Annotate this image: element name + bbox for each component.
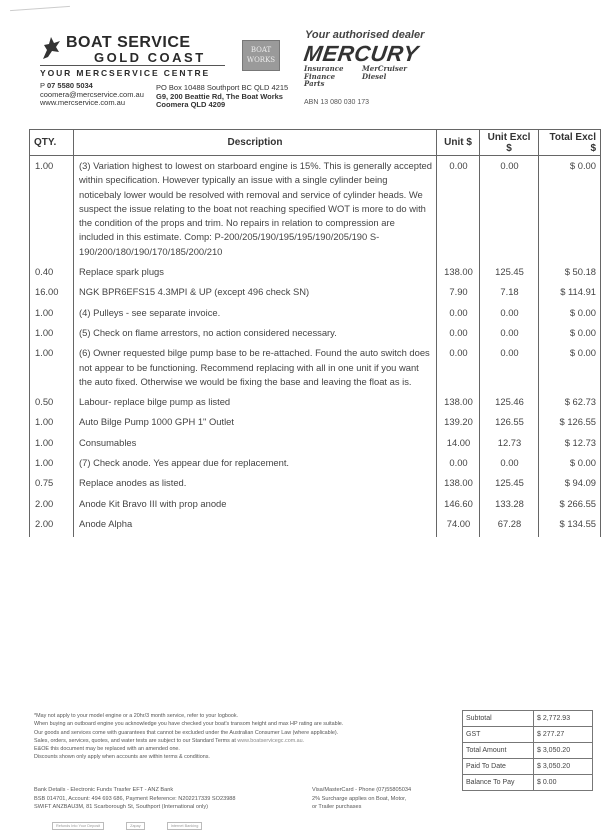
column-header-unit: Unit $ bbox=[437, 130, 480, 156]
table-row bbox=[30, 262, 601, 282]
unit-excl-cell: 0.00 bbox=[480, 323, 539, 343]
unit-excl-cell: 125.46 bbox=[480, 392, 539, 412]
total-excl-cell: $ 0.00 bbox=[539, 303, 601, 323]
logo-divider bbox=[40, 65, 225, 66]
terms-link[interactable]: www.boatservicegc.com.au. bbox=[237, 737, 305, 744]
payment-method-logos bbox=[52, 822, 202, 830]
total-excl-cell: $ 62.73 bbox=[539, 392, 601, 412]
description-cell: Labour- replace bilge pump as listed bbox=[74, 392, 437, 412]
qty-cell: 2.00 bbox=[30, 514, 74, 537]
unit-price-cell: 146.60 bbox=[437, 494, 480, 514]
unit-price-cell: 74.00 bbox=[437, 514, 480, 537]
unit-excl-cell: 0.00 bbox=[480, 303, 539, 323]
total-excl-cell: $ 0.00 bbox=[539, 323, 601, 343]
table-row bbox=[30, 303, 601, 323]
unit-excl-cell: 125.45 bbox=[480, 262, 539, 282]
description-cell: (5) Check on flame arrestors, no action considered necessary. bbox=[74, 323, 437, 343]
column-header-unit-excl: Unit Excl $ bbox=[480, 130, 539, 156]
unit-excl-cell: 7.18 bbox=[480, 282, 539, 302]
marlin-icon bbox=[40, 35, 62, 61]
qty-cell: 1.00 bbox=[30, 453, 74, 473]
unit-excl-cell: 133.28 bbox=[480, 494, 539, 514]
table-row bbox=[30, 494, 601, 514]
total-excl-cell: $ 12.73 bbox=[539, 433, 601, 453]
unit-price-cell: 139.20 bbox=[437, 412, 480, 432]
table-row bbox=[30, 392, 601, 412]
postal-address bbox=[156, 84, 288, 110]
summary-row-paid: Paid To Date $ 3,050.20 bbox=[463, 759, 593, 775]
column-header-total-excl: Total Excl $ bbox=[539, 130, 601, 156]
table-row bbox=[30, 282, 601, 302]
unit-excl-cell: 67.28 bbox=[480, 514, 539, 537]
total-excl-cell: $ 114.91 bbox=[539, 282, 601, 302]
unit-excl-cell: 0.00 bbox=[480, 156, 539, 263]
total-excl-cell: $ 50.18 bbox=[539, 262, 601, 282]
qty-cell: 0.50 bbox=[30, 392, 74, 412]
total-excl-cell: $ 266.55 bbox=[539, 494, 601, 514]
qty-cell: 0.75 bbox=[30, 473, 74, 493]
description-cell: (7) Check anode. Yes appear due for replacement. bbox=[74, 453, 437, 473]
description-cell: (4) Pulleys - see separate invoice. bbox=[74, 303, 437, 323]
dealer-services-col1: Insurance Finance Parts bbox=[304, 64, 344, 88]
mercury-logo: MERCURY bbox=[302, 41, 421, 66]
unit-price-cell: 138.00 bbox=[437, 262, 480, 282]
email: coomera@mercservice.com.au bbox=[40, 89, 144, 99]
description-cell: Anode Alpha bbox=[74, 514, 437, 537]
contact-details bbox=[40, 82, 144, 108]
qty-cell: 1.00 bbox=[30, 412, 74, 432]
qty-cell: 0.40 bbox=[30, 262, 74, 282]
suburb: Coomera QLD 4209 bbox=[156, 100, 226, 109]
qty-cell: 1.00 bbox=[30, 303, 74, 323]
total-excl-cell: $ 126.55 bbox=[539, 412, 601, 432]
abn: ABN 13 080 030 173 bbox=[304, 99, 369, 106]
table-header-row bbox=[30, 130, 601, 156]
card-payment-details: Visa/MasterCard - Phone (07)55805034 2% Surcharge applies on Boat, Motor, or Trailer purchases bbox=[312, 787, 412, 810]
summary-row-gst: GST $ 277.27 bbox=[463, 727, 593, 743]
summary-row-total: Total Amount $ 3,050.20 bbox=[463, 743, 593, 759]
description-cell: Consumables bbox=[74, 433, 437, 453]
total-excl-cell: $ 0.00 bbox=[539, 156, 601, 263]
po-box: PO Box 10488 Southport BC QLD 4215 bbox=[156, 83, 289, 92]
dealer-title: Your authorised dealer bbox=[305, 29, 425, 41]
total-excl-cell: $ 94.09 bbox=[539, 473, 601, 493]
table-row bbox=[30, 514, 601, 537]
table-row bbox=[30, 323, 601, 343]
company-tagline: YOUR MERCSERVICE CENTRE bbox=[40, 68, 211, 78]
qty-cell: 2.00 bbox=[30, 494, 74, 514]
total-excl-cell: $ 0.00 bbox=[539, 453, 601, 473]
unit-excl-cell: 126.55 bbox=[480, 412, 539, 432]
line-items-table bbox=[29, 129, 601, 537]
unit-price-cell: 7.90 bbox=[437, 282, 480, 302]
description-cell: Auto Bilge Pump 1000 GPH 1" Outlet bbox=[74, 412, 437, 432]
street-address: G9, 200 Beattie Rd, The Boat Works bbox=[156, 91, 283, 101]
table-row bbox=[30, 433, 601, 453]
unit-price-cell: 0.00 bbox=[437, 323, 480, 343]
column-header-description: Description bbox=[74, 130, 437, 156]
summary-row-subtotal: Subtotal $ 2,772.93 bbox=[463, 711, 593, 727]
unit-excl-cell: 0.00 bbox=[480, 343, 539, 392]
unit-excl-cell: 12.73 bbox=[480, 433, 539, 453]
boat-works-logo: BOAT WORKS bbox=[242, 40, 280, 71]
description-cell: (6) Owner requested bilge pump base to be re-attached. Found the auto switch does not appear to be functioning. Recommend replacing with all in one unit if you want the auto fixed. Otherwise we would be fixing the base and leaving the float as is. bbox=[74, 343, 437, 392]
unit-price-cell: 14.00 bbox=[437, 433, 480, 453]
website: www.mercservice.com.au bbox=[40, 98, 126, 107]
terms-notes: *May not apply to your model engine or a 20hr/3 month service, refer to your logbook. When buying an outboard engine you acknowledge you have checked your boat's transom height and max HP rating are suitable. Our goods and services come with guarantees that cannot be excluded under the Australian Consumer Law (where applicable). Sales, orders, services, quotes, and water tests are subject to our Standard Terms at www.boatservicegc.com.au. E&OE this document may be replaced with an amended one. Discounts shown only apply when accounts are within terms & conditions. bbox=[34, 713, 344, 761]
qty-cell: 1.00 bbox=[30, 433, 74, 453]
phone-number: 07 5580 5034 bbox=[46, 81, 93, 90]
table-row bbox=[30, 412, 601, 432]
table-row bbox=[30, 343, 601, 392]
unit-price-cell: 0.00 bbox=[437, 453, 480, 473]
unit-price-cell: 0.00 bbox=[437, 303, 480, 323]
internet-banking-logo: Internet Banking bbox=[167, 822, 203, 830]
zapay-logo: Zapay bbox=[126, 822, 145, 830]
deposit-logo: Refunds Into Your Deposit bbox=[52, 822, 104, 830]
total-excl-cell: $ 134.55 bbox=[539, 514, 601, 537]
description-cell: Replace spark plugs bbox=[74, 262, 437, 282]
description-cell: (3) Variation highest to lowest on starboard engine is 15%. This is generally accepted within specification. However typically an issue with a single cylinder being noticebaly lower would be resolved with removal and service of cylinder heads. We suspect the issue relating to the boat not reaching specified WOT is more to do with the condition of the props and trim. No repairs in relation to compression are included in this estimate. Comp: P-200/205/190/195/195/190/205/190 S-190/200/180/190/170/185/200/210 bbox=[74, 156, 437, 263]
unit-price-cell: 138.00 bbox=[437, 473, 480, 493]
company-name-line2: GOLD COAST bbox=[94, 50, 206, 65]
description-cell: Anode Kit Bravo III with prop anode bbox=[74, 494, 437, 514]
table-row bbox=[30, 453, 601, 473]
table-row bbox=[30, 156, 601, 263]
description-cell: Replace anodes as listed. bbox=[74, 473, 437, 493]
phone-line: P 07 5580 5034 bbox=[40, 81, 93, 90]
bank-details: Bank Details - Electronic Funds Trasfer EFT - ANZ Bank BSB 014701, Account: 494 693 686, Payment Reference: N202217339 SO23988 SWIFT ANZBAU3M, 81 Scarborough St, Southport (International only) bbox=[34, 787, 236, 810]
qty-cell: 1.00 bbox=[30, 156, 74, 263]
unit-price-cell: 0.00 bbox=[437, 156, 480, 263]
summary-row-balance: Balance To Pay $ 0.00 bbox=[463, 775, 593, 791]
column-header-qty: QTY. bbox=[30, 130, 74, 156]
unit-price-cell: 138.00 bbox=[437, 392, 480, 412]
company-name-line1: BOAT SERVICE bbox=[66, 34, 191, 51]
unit-excl-cell: 125.45 bbox=[480, 473, 539, 493]
qty-cell: 16.00 bbox=[30, 282, 74, 302]
unit-price-cell: 0.00 bbox=[437, 343, 480, 392]
total-excl-cell: $ 0.00 bbox=[539, 343, 601, 392]
description-cell: NGK BPR6EFS15 4.3MPI & UP (except 496 check SN) bbox=[74, 282, 437, 302]
qty-cell: 1.00 bbox=[30, 343, 74, 392]
scan-artifact bbox=[10, 6, 70, 11]
table-row bbox=[30, 473, 601, 493]
qty-cell: 1.00 bbox=[30, 323, 74, 343]
dealer-services-col2: MerCruiser Diesel bbox=[362, 64, 407, 81]
totals-summary bbox=[462, 710, 593, 791]
unit-excl-cell: 0.00 bbox=[480, 453, 539, 473]
